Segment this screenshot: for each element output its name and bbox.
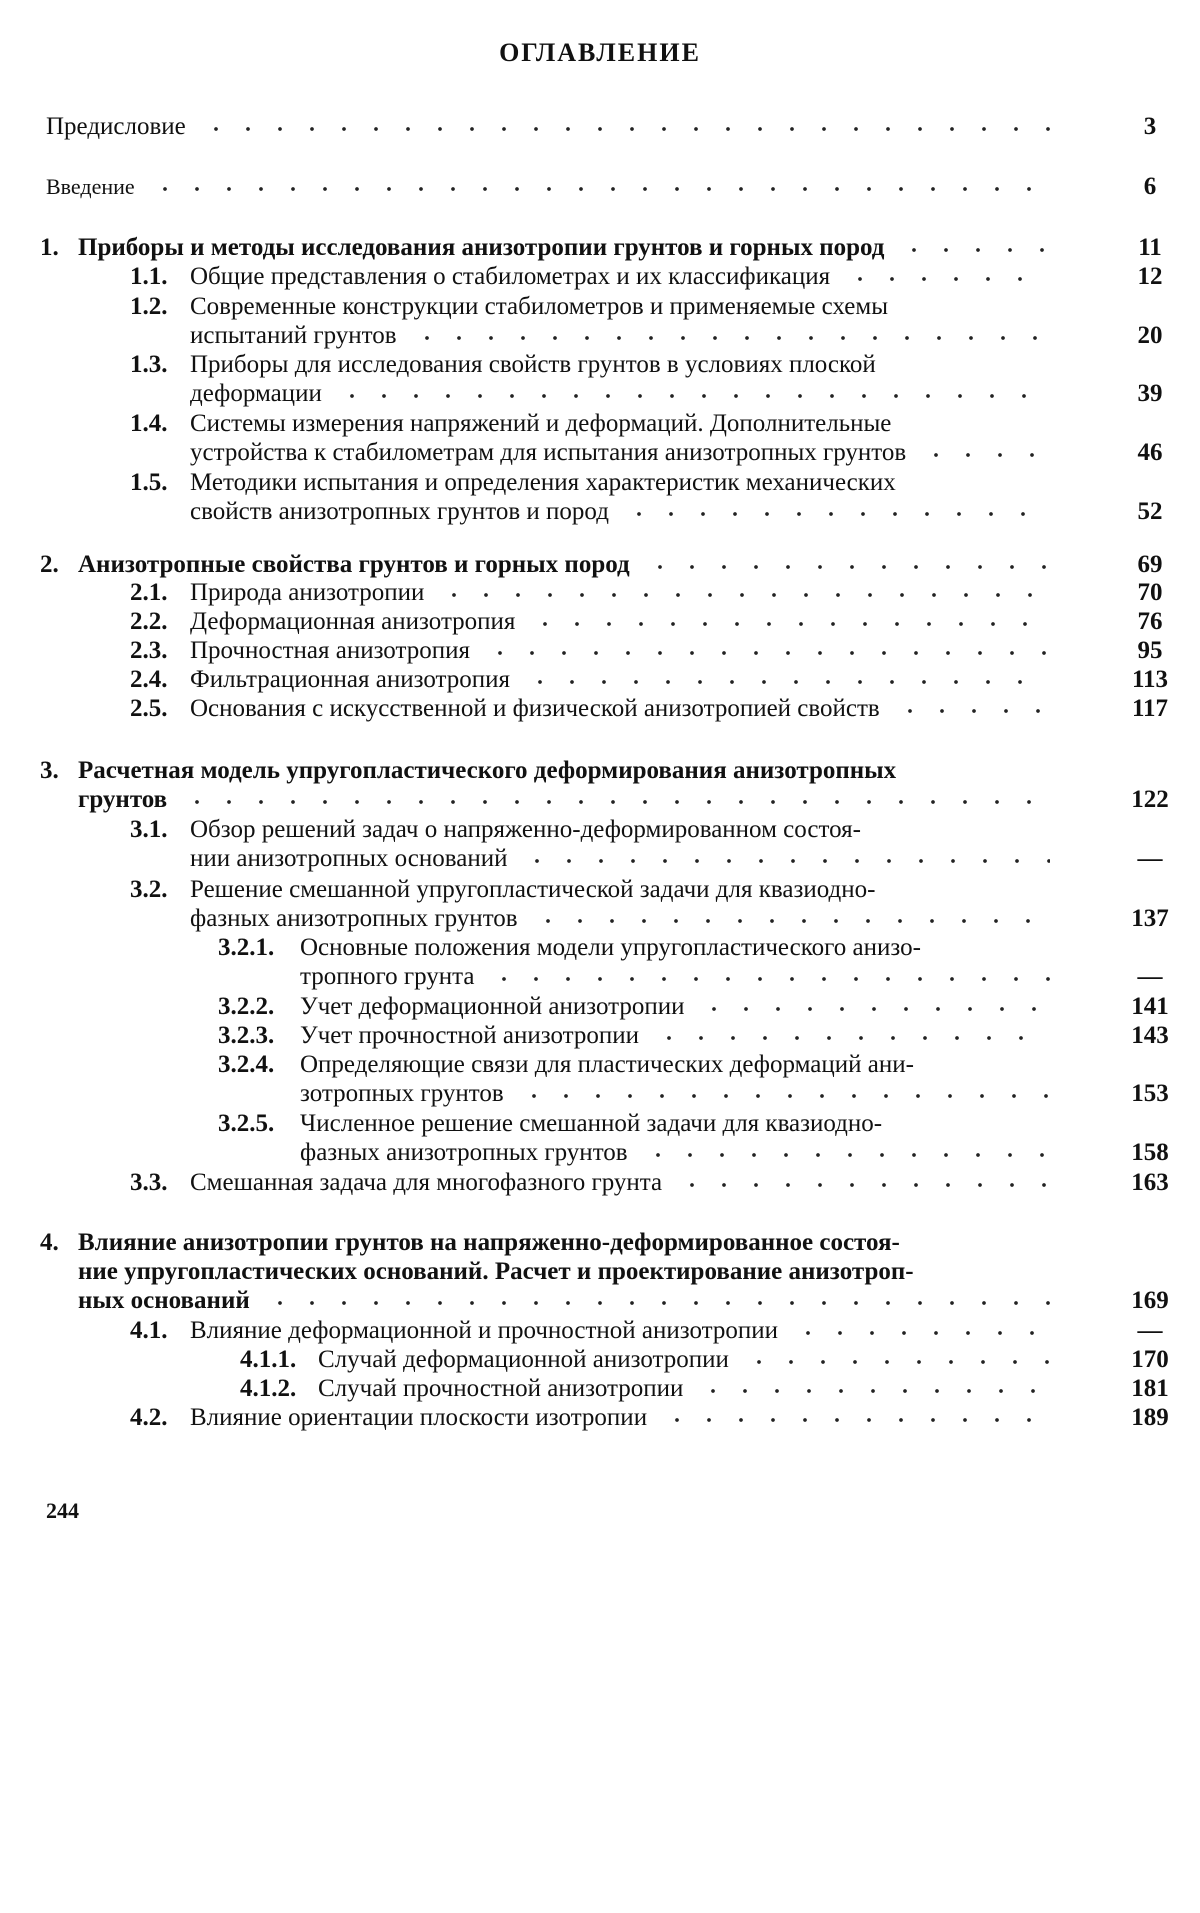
toc-entry-title: Деформационная анизотропия <box>190 608 516 635</box>
dot-leader <box>743 1359 1050 1365</box>
page-ref: 6 <box>1143 173 1157 200</box>
section-number: 2.1. <box>130 579 168 606</box>
toc-entry-title: Методики испытания и определения характеристик механических <box>190 469 896 496</box>
dot-leader <box>488 976 1050 982</box>
section-number: 3. <box>40 757 59 784</box>
page-ref: 95 <box>1137 637 1163 664</box>
toc-entry-title: ных оснований <box>78 1287 250 1314</box>
toc-entry-title: Влияние деформационной и прочностной анизотропии <box>190 1317 779 1344</box>
section-number: 3.3. <box>130 1169 168 1196</box>
toc-entry-title: Смешанная задача для многофазного грунта <box>190 1169 663 1196</box>
toc-entry-title: Расчетная модель упругопластического деформирования анизотропных <box>78 757 897 784</box>
dot-leader <box>264 1300 1050 1306</box>
toc-entry-title: Учет деформационной анизотропии <box>300 993 685 1020</box>
dot-leader <box>336 393 1050 399</box>
dot-leader <box>898 247 1050 253</box>
page-ref: 170 <box>1131 1346 1169 1373</box>
page-ref: 143 <box>1131 1022 1169 1049</box>
toc-entry-title: Влияние анизотропии грунтов на напряженно-деформированное состоя- <box>78 1229 900 1256</box>
page-ref: — <box>1137 845 1163 872</box>
page-ref: 11 <box>1138 234 1162 261</box>
section-number: 3.2.5. <box>218 1110 275 1137</box>
dot-leader <box>200 126 1050 132</box>
toc-entry-title: Прочностная анизотропия <box>190 637 470 664</box>
page-ref: 117 <box>1131 695 1169 722</box>
dot-leader <box>518 1093 1050 1099</box>
page-ref: 153 <box>1131 1080 1169 1107</box>
dot-leader <box>411 335 1050 341</box>
page-ref: 158 <box>1131 1139 1169 1166</box>
section-number: 4.1. <box>130 1317 168 1344</box>
page-ref: 181 <box>1131 1375 1169 1402</box>
toc-entry-title: зотропных грунтов <box>300 1080 504 1107</box>
page-ref: 137 <box>1131 905 1169 932</box>
dot-leader <box>792 1330 1050 1336</box>
toc-entry-title: деформации <box>190 380 322 407</box>
section-number: 1. <box>40 234 59 261</box>
dot-leader <box>181 799 1050 805</box>
section-number: 3.2. <box>130 876 168 903</box>
page-ref: 52 <box>1137 498 1163 525</box>
toc-entry-title: Предисловие <box>46 113 186 140</box>
dot-leader <box>149 186 1050 192</box>
page-ref: 141 <box>1131 993 1169 1020</box>
page-ref: 12 <box>1137 263 1163 290</box>
page-ref: 122 <box>1131 786 1169 813</box>
toc-entry-title: фазных анизотропных грунтов <box>300 1139 628 1166</box>
page-ref: 189 <box>1131 1404 1169 1431</box>
section-number: 3.2.2. <box>218 993 275 1020</box>
dot-leader <box>697 1388 1050 1394</box>
section-number: 2.3. <box>130 637 168 664</box>
page-ref: 3 <box>1143 113 1157 140</box>
section-number: 2.2. <box>130 608 168 635</box>
dot-leader <box>894 708 1050 714</box>
section-number: 3.2.4. <box>218 1051 275 1078</box>
page-ref: — <box>1137 963 1163 990</box>
dot-leader <box>529 621 1050 627</box>
section-number: 4.1.2. <box>240 1375 297 1402</box>
dot-leader <box>644 564 1050 570</box>
section-number: 1.2. <box>130 293 168 320</box>
page-title: ОГЛАВЛЕНИЕ <box>499 38 701 67</box>
page-ref: 20 <box>1137 322 1163 349</box>
section-number: 2. <box>40 551 59 578</box>
page-ref: 70 <box>1137 579 1163 606</box>
toc-entry-title: Учет прочностной анизотропии <box>300 1022 640 1049</box>
toc-entry-title: Фильтрационная анизотропия <box>190 666 510 693</box>
toc-entry-title: Обзор решений задач о напряженно-деформированном состоя- <box>190 816 861 843</box>
toc-entry-title: Случай прочностной анизотропии <box>318 1375 684 1402</box>
dot-leader <box>653 1035 1050 1041</box>
toc-entry-title: Основания с искусственной и физической анизотропией свойств <box>190 695 880 722</box>
page-ref: 46 <box>1137 439 1163 466</box>
dot-leader <box>623 511 1050 517</box>
toc-entry-title: грунтов <box>78 786 168 813</box>
toc-entry-title: Случай деформационной анизотропии <box>318 1346 729 1373</box>
toc-entry-title: Влияние ориентации плоскости изотропии <box>190 1404 648 1431</box>
page-ref: 113 <box>1131 666 1169 693</box>
dot-leader <box>698 1006 1050 1012</box>
page-ref: 76 <box>1137 608 1163 635</box>
section-number: 4. <box>40 1229 59 1256</box>
section-number: 1.3. <box>130 351 168 378</box>
toc-entry-title: Природа анизотропии <box>190 579 425 606</box>
dot-leader <box>844 276 1050 282</box>
section-number: 2.4. <box>130 666 168 693</box>
toc-entry-title: устройства к стабилометрам для испытания анизотропных грунтов <box>190 439 907 466</box>
toc-entry-title: Основные положения модели упругопластического анизо- <box>300 934 921 961</box>
dot-leader <box>521 858 1050 864</box>
page-ref: — <box>1137 1317 1163 1344</box>
section-number: 3.2.3. <box>218 1022 275 1049</box>
dot-leader <box>920 452 1050 458</box>
section-number: 3.1. <box>130 816 168 843</box>
section-number: 1.5. <box>130 469 168 496</box>
dot-leader <box>438 592 1050 598</box>
toc-entry-title: Общие представления о стабилометрах и их классификация <box>190 263 831 290</box>
page-ref: 69 <box>1137 551 1163 578</box>
section-number: 2.5. <box>130 695 168 722</box>
dot-leader <box>532 918 1050 924</box>
section-number: 1.1. <box>130 263 168 290</box>
toc-entry-title: нии анизотропных оснований <box>190 845 508 872</box>
section-number: 4.1.1. <box>240 1346 297 1373</box>
page-ref: 39 <box>1137 380 1163 407</box>
dot-leader <box>676 1182 1050 1188</box>
toc-entry-title: Современные конструкции стабилометров и применяемые схемы <box>190 293 888 320</box>
toc-entry-title: Приборы для исследования свойств грунтов в условиях плоской <box>190 351 876 378</box>
toc-entry-title: Определяющие связи для пластических деформаций ани- <box>300 1051 914 1078</box>
toc-entry-title: фазных анизотропных грунтов <box>190 905 518 932</box>
dot-leader <box>484 650 1050 656</box>
toc-entry-title: ние упругопластических оснований. Расчет и проектирование анизотроп- <box>78 1258 914 1285</box>
page-ref: 169 <box>1131 1287 1169 1314</box>
section-number: 1.4. <box>130 410 168 437</box>
toc-entry-title: свойств анизотропных грунтов и пород <box>190 498 609 525</box>
toc-entry-title: Приборы и методы исследования анизотропии грунтов и горных пород <box>78 234 885 261</box>
toc-entry-title: испытаний грунтов <box>190 322 397 349</box>
toc-entry-title: Численное решение смешанной задачи для квазиодно- <box>300 1110 883 1137</box>
page-number: 244 <box>46 1498 79 1523</box>
toc-entry-title: Введение <box>46 174 135 199</box>
section-number: 3.2.1. <box>218 934 275 961</box>
page-ref: 163 <box>1131 1169 1169 1196</box>
dot-leader <box>661 1417 1050 1423</box>
toc-entry-title: Решение смешанной упругопластической задачи для квазиодно- <box>190 876 876 903</box>
dot-leader <box>642 1152 1050 1158</box>
dot-leader <box>524 679 1050 685</box>
toc-entry-title: Системы измерения напряжений и деформаций. Дополнительные <box>190 410 892 437</box>
toc-entry-title: Анизотропные свойства грунтов и горных пород <box>78 551 630 578</box>
section-number: 4.2. <box>130 1404 168 1431</box>
toc-entry-title: тропного грунта <box>300 963 475 990</box>
